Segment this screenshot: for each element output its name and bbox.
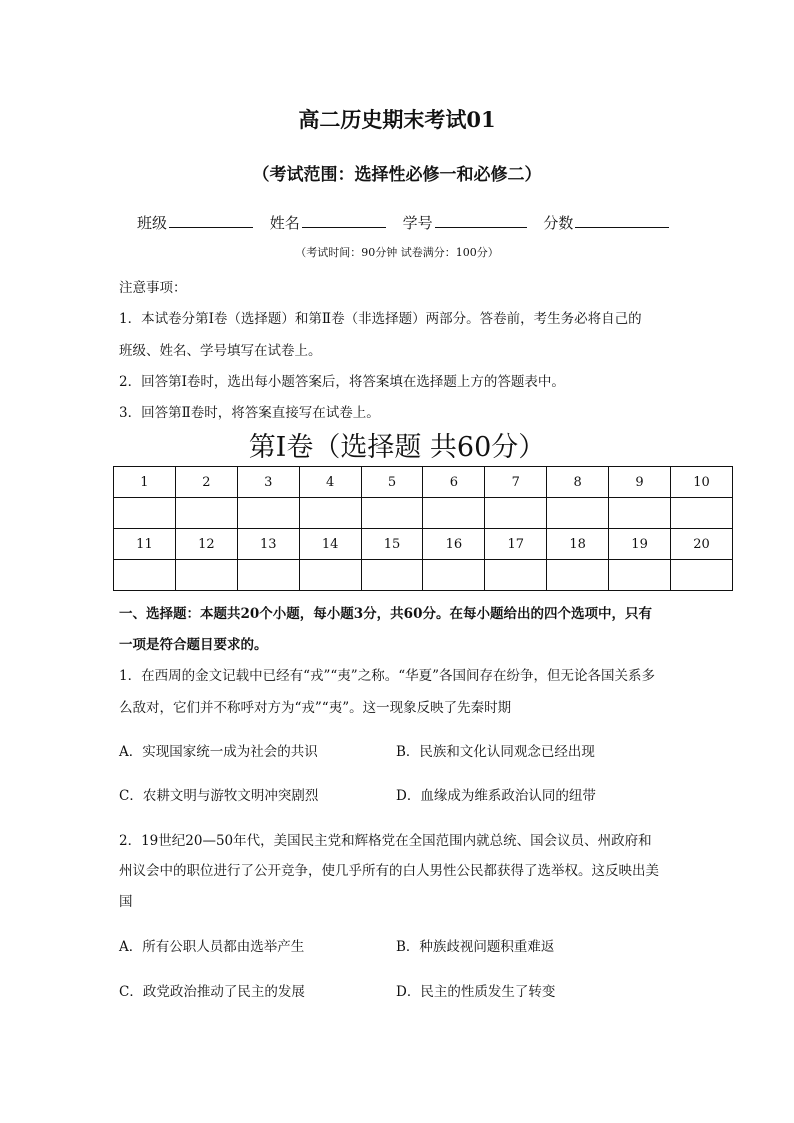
answer-row-1 [114,498,733,529]
question-number: 9 [609,467,671,498]
exam-title: 高二历史期末考试01 [298,107,496,132]
question-1-stem-cont: 么敌对，它们并不称呼对方为“戎”“夷”。这一现象反映了先秦时期 [119,700,512,716]
question-number: 11 [114,529,176,560]
answer-cell[interactable] [175,560,237,591]
class-field[interactable] [169,213,253,228]
question-number: 5 [361,467,423,498]
answer-header-row-1 [114,467,733,498]
question-2-option-b[interactable]: B．种族歧视问题积重难返 [396,939,555,955]
question-2-option-c[interactable]: C．政党政治推动了民主的发展 [119,984,305,1000]
question-number: 20 [671,529,733,560]
exam-scope: （考试范围：选择性必修一和必修二） [252,165,542,185]
notice-item-2: 2．回答第Ⅰ卷时，选出每小题答案后，将答案填在选择题上方的答题表中。 [119,374,565,390]
answer-cell[interactable] [299,560,361,591]
section-title: 第Ⅰ卷（选择题 共60分） [248,432,546,463]
answer-cell[interactable] [671,498,733,529]
score-label: 分数 [543,214,574,232]
question-number: 19 [609,529,671,560]
answer-table [113,466,733,591]
student-id-field[interactable] [435,213,527,228]
question-number: 13 [237,529,299,560]
answer-cell[interactable] [423,498,485,529]
question-number: 1 [114,467,176,498]
question-number: 6 [423,467,485,498]
question-2-stem: 2．19世纪20—50年代，美国民主党和辉格党在全国范围内就总统、国会议员、州政府和 [119,833,652,849]
answer-cell[interactable] [485,498,547,529]
student-info-row [137,212,669,233]
name-field[interactable] [302,213,386,228]
answer-cell[interactable] [609,498,671,529]
question-1-option-c[interactable]: C．农耕文明与游牧文明冲突剧烈 [119,788,319,804]
question-1-stem: 1．在西周的金文记载中已经有“戎”“夷”之称。“华夏”各国间存在纷争，但无论各国关系多 [119,668,655,684]
answer-cell[interactable] [175,498,237,529]
answer-cell[interactable] [299,498,361,529]
score-field[interactable] [575,213,669,228]
question-number: 2 [175,467,237,498]
notice-heading: 注意事项： [119,280,187,296]
question-number: 12 [175,529,237,560]
question-2-option-a[interactable]: A．所有公职人员都由选举产生 [119,939,305,955]
answer-cell[interactable] [361,498,423,529]
answer-cell[interactable] [237,560,299,591]
answer-cell[interactable] [485,560,547,591]
question-number: 10 [671,467,733,498]
question-number: 8 [547,467,609,498]
notice-item-1: 1．本试卷分第Ⅰ卷（选择题）和第Ⅱ卷（非选择题）两部分。答卷前，考生务必将自己的 [119,311,642,327]
time-note: （考试时间：90分钟 试卷满分：100分） [295,246,499,259]
instructions-line-2: 一项是符合题目要求的。 [119,637,268,653]
question-1-option-a[interactable]: A．实现国家统一成为社会的共识 [119,744,318,760]
question-1-option-d[interactable]: D．血缘成为维系政治认同的纽带 [396,788,596,804]
student-id-label: 学号 [402,214,433,232]
notice-item-3: 3．回答第Ⅱ卷时，将答案直接写在试卷上。 [119,405,380,421]
answer-cell[interactable] [547,560,609,591]
question-number: 4 [299,467,361,498]
name-label: 姓名 [269,214,300,232]
answer-cell[interactable] [237,498,299,529]
question-2-stem-end: 国 [119,894,133,910]
question-number: 17 [485,529,547,560]
answer-cell[interactable] [114,498,176,529]
question-2-option-d[interactable]: D．民主的性质发生了转变 [396,984,556,1000]
answer-header-row-2 [114,529,733,560]
answer-cell[interactable] [671,560,733,591]
answer-cell[interactable] [114,560,176,591]
answer-cell[interactable] [609,560,671,591]
answer-cell[interactable] [361,560,423,591]
class-label: 班级 [137,214,168,232]
question-number: 15 [361,529,423,560]
question-number: 14 [299,529,361,560]
question-number: 3 [237,467,299,498]
instructions-line-1: 一、选择题：本题共20个小题，每小题3分，共60分。在每小题给出的四个选项中，只有 [119,606,652,622]
answer-cell[interactable] [423,560,485,591]
question-2-stem-cont: 州议会中的职位进行了公开竞争，使几乎所有的白人男性公民都获得了选举权。这反映出美 [119,863,659,879]
question-1-option-b[interactable]: B．民族和文化认同观念已经出现 [396,744,595,760]
question-number: 7 [485,467,547,498]
answer-cell[interactable] [547,498,609,529]
question-number: 18 [547,529,609,560]
question-number: 16 [423,529,485,560]
answer-row-2 [114,560,733,591]
notice-item-1-cont: 班级、姓名、学号填写在试卷上。 [119,343,322,359]
